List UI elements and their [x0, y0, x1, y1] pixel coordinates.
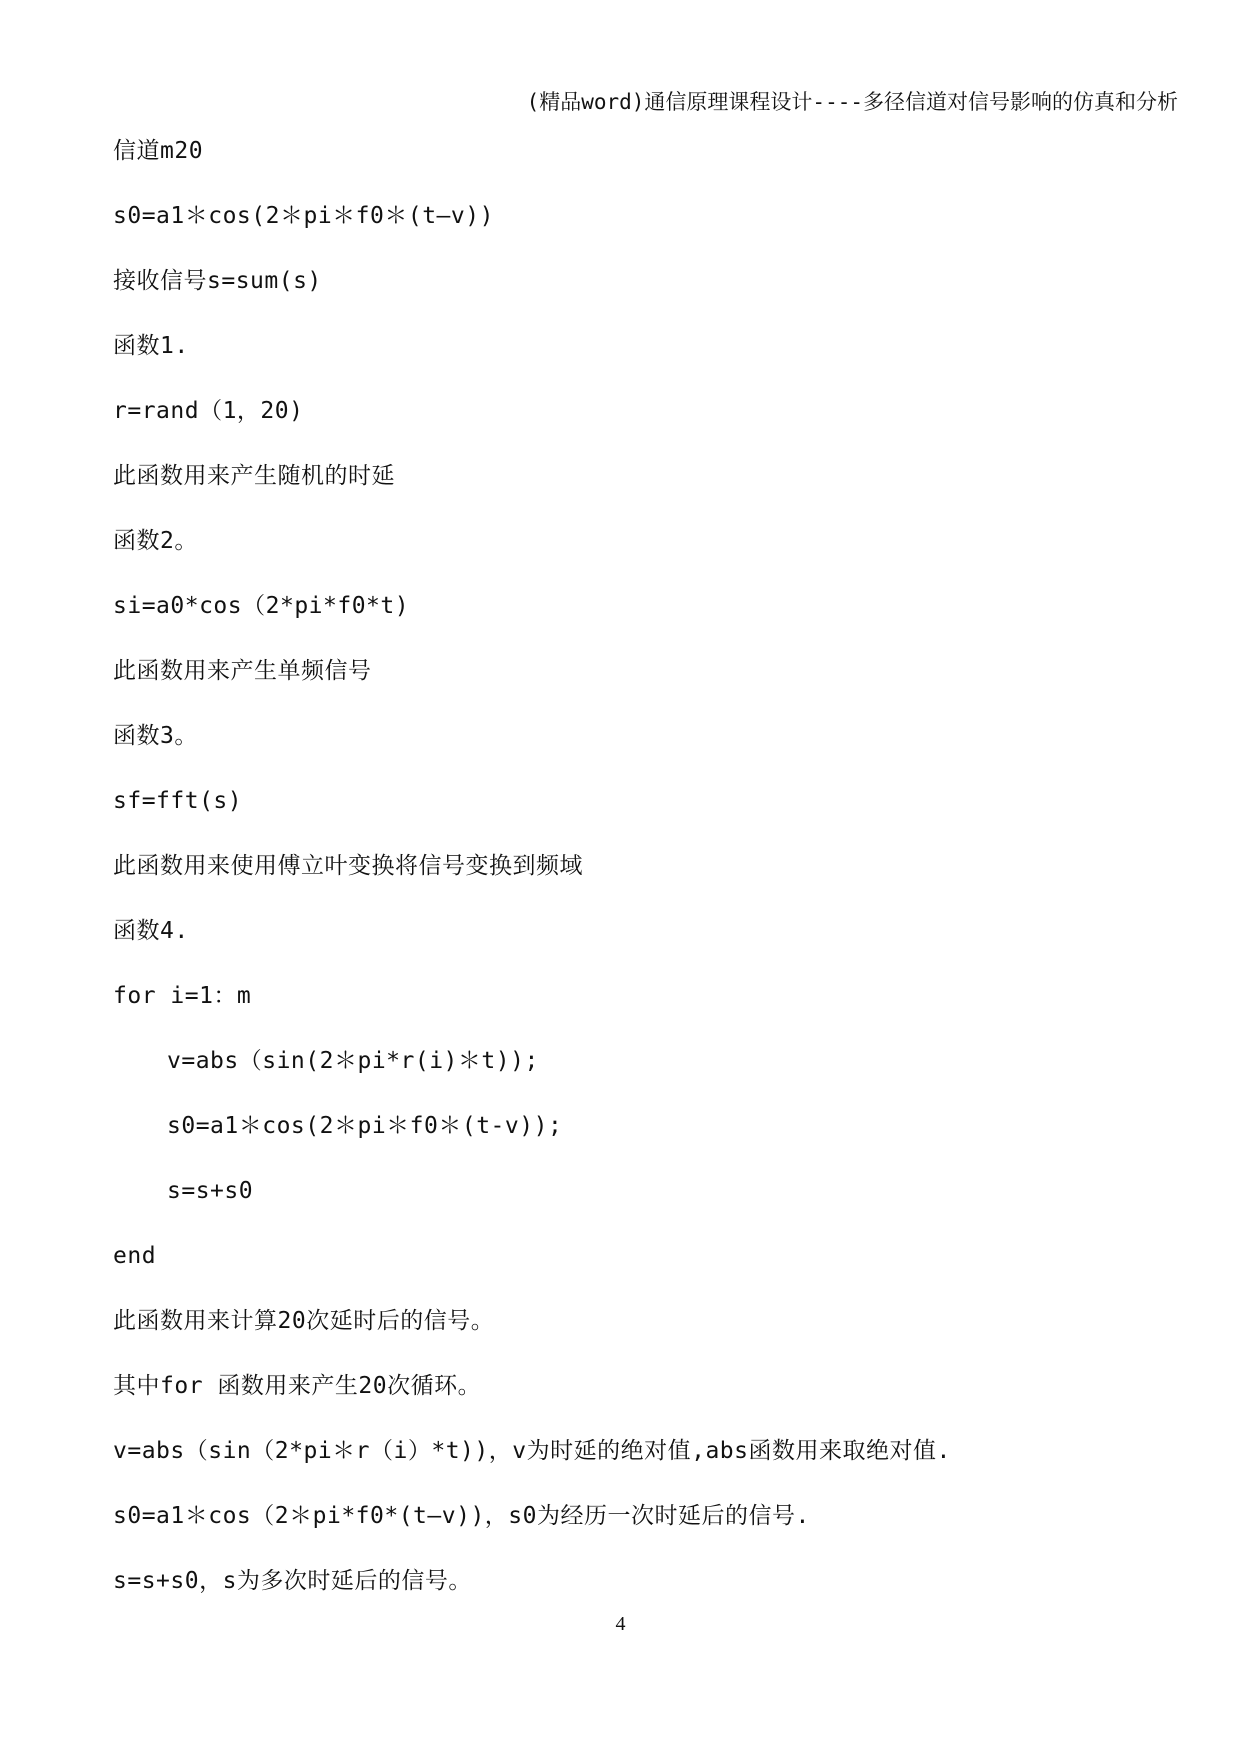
text-line: end — [113, 1243, 157, 1269]
text-line: 信道m20 — [113, 138, 204, 164]
text-line: v=abs（sin（2*pi＊r（i）*t))，v为时延的绝对值,abs函数用来取绝对值. — [113, 1438, 951, 1464]
code-line: s0=a1＊cos(2＊pi＊f0＊(t-v)); — [167, 1113, 563, 1139]
text-line: 此函数用来产生随机的时延 — [113, 463, 395, 489]
text-line: 函数3。 — [113, 723, 198, 749]
page-number: 4 — [615, 1613, 626, 1635]
text-line: si=a0*cos（2*pi*f0*t) — [113, 593, 410, 619]
text-line: 此函数用来计算20次延时后的信号。 — [113, 1308, 495, 1334]
code-line: v=abs（sin(2＊pi*r(i)＊t)); — [167, 1048, 539, 1074]
code-line: s=s+s0 — [167, 1178, 254, 1204]
text-line: s0=a1＊cos（2＊pi*f0*(t—v))，s0为经历一次时延后的信号. — [113, 1503, 810, 1529]
text-line: r=rand（1，20) — [113, 398, 304, 424]
text-line: 此函数用来使用傅立叶变换将信号变换到频域 — [113, 853, 583, 879]
page-header: (精品word)通信原理课程设计----多径信道对信号影响的仿真和分析 — [526, 90, 1178, 114]
text-line: 此函数用来产生单频信号 — [113, 658, 372, 684]
text-line: 函数4. — [113, 918, 189, 944]
text-line: 接收信号s=sum(s) — [113, 268, 322, 294]
text-line: 函数2。 — [113, 528, 198, 554]
text-line: for i=1：m — [113, 983, 252, 1009]
page-content — [113, 134, 1153, 1629]
text-line: 函数1. — [113, 333, 189, 359]
text-line: s=s+s0，s为多次时延后的信号。 — [113, 1568, 472, 1594]
text-line: s0=a1＊cos(2＊pi＊f0＊(t—v)) — [113, 203, 494, 229]
text-line: sf=fft(s) — [113, 788, 243, 814]
text-line: 其中for 函数用来产生20次循环。 — [113, 1373, 482, 1399]
